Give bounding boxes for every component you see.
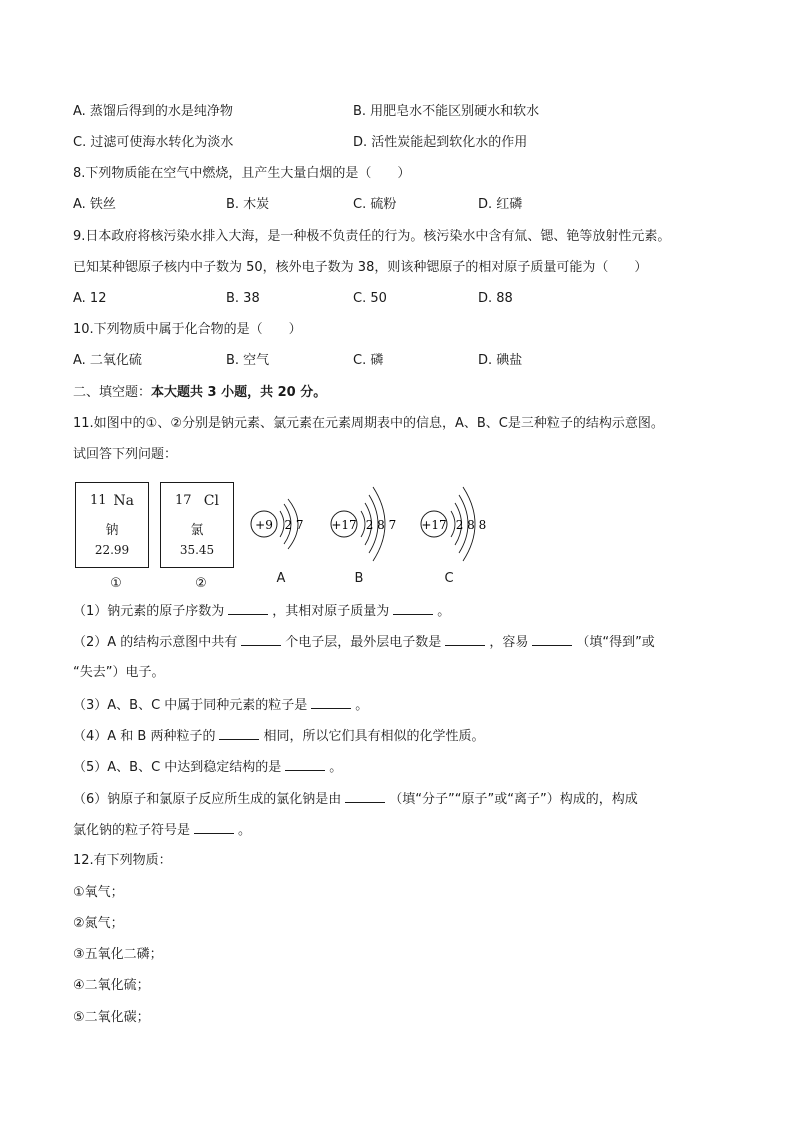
shells-b: 2 8 7 — [365, 518, 397, 532]
q11-part6-cont — [73, 821, 251, 840]
q7-option-d: D. 活性炭能起到软化水的作用 — [353, 135, 528, 150]
element-symbol: Na — [113, 493, 134, 509]
text: （1）钠元素的原子序数为 — [73, 604, 225, 619]
q12-item-3: ③五氧化二磷； — [73, 947, 163, 962]
q9-option-b: B. 38 — [226, 291, 260, 306]
atom-diagram-c — [421, 487, 486, 561]
atomic-number: 17 — [175, 493, 192, 508]
element-symbol: Cl — [203, 493, 219, 509]
answer-blank[interactable] — [219, 727, 259, 740]
nucleus-c: +17 — [421, 518, 447, 532]
atom-label-a: A — [276, 571, 286, 586]
cell-label-2: ② — [195, 576, 207, 591]
q9-option-c: C. 50 — [353, 291, 387, 306]
q11-part5 — [73, 758, 342, 777]
answer-blank[interactable] — [194, 821, 234, 834]
section-heading-prefix: 二、填空题： — [73, 385, 152, 400]
answer-blank[interactable] — [393, 602, 433, 615]
q11-part2-cont: “失去”）电子。 — [73, 665, 165, 680]
text: （3）A、B、C 中属于同种元素的粒子是 — [73, 698, 308, 713]
q8-stem: 8.下列物质能在空气中燃烧，且产生大量白烟的是（ ） — [73, 166, 411, 181]
text: 氯化钠的粒子符号是 — [73, 823, 191, 838]
nucleus-a: +9 — [255, 518, 273, 532]
element-name: 钠 — [105, 523, 119, 538]
text: （填“分子”“原子”或“离子”）构成的，构成 — [389, 792, 638, 807]
atom-label-c: C — [444, 571, 454, 586]
q12-item-1: ①氧气； — [73, 885, 124, 900]
text: （填“得到”或 — [576, 635, 655, 650]
text: 个电子层，最外层电子数是 — [285, 635, 442, 650]
q11-part1 — [73, 602, 450, 621]
cell-label-1: ① — [110, 576, 122, 591]
q10-option-a: A. 二氧化硫 — [73, 353, 142, 368]
text: （2）A 的结构示意图中共有 — [73, 635, 238, 650]
q8-option-c: C. 硫粉 — [353, 197, 397, 212]
text: 。 — [238, 823, 252, 838]
shells-a: 2 7 — [284, 518, 304, 532]
text: 。 — [437, 604, 451, 619]
answer-blank[interactable] — [228, 602, 268, 615]
q10-option-d: D. 碘盐 — [478, 353, 523, 368]
q7-option-c: C. 过滤可使海水转化为淡水 — [73, 135, 234, 150]
q10-option-c: C. 磷 — [353, 353, 384, 368]
element-cell-chlorine — [160, 482, 234, 568]
q12-item-2: ②氮气； — [73, 916, 124, 931]
q8-option-b: B. 木炭 — [226, 197, 270, 212]
answer-blank[interactable] — [241, 633, 281, 646]
q9-option-d: D. 88 — [478, 291, 513, 306]
q12-stem: 12.有下列物质： — [73, 853, 172, 868]
q7-option-a: A. 蒸馏后得到的水是纯净物 — [73, 104, 233, 119]
shells-c: 2 8 8 — [455, 518, 487, 532]
answer-blank[interactable] — [285, 758, 325, 771]
answer-blank[interactable] — [445, 633, 485, 646]
atomic-mass: 35.45 — [179, 543, 215, 557]
q9-option-a: A. 12 — [73, 291, 107, 306]
answer-blank[interactable] — [532, 633, 572, 646]
q11-part4 — [73, 727, 485, 746]
text: 。 — [329, 760, 343, 775]
text: ，容易 — [489, 635, 529, 650]
text: （6）钠原子和氯原子反应所生成的氯化钠是由 — [73, 792, 342, 807]
q9-stem-line2: 已知某种锶原子核内中子数为 50，核外电子数为 38，则该种锶原子的相对原子质量可能为（ ） — [73, 260, 648, 275]
element-cell-sodium — [75, 482, 149, 568]
text: 相同，所以它们具有相似的化学性质。 — [263, 729, 485, 744]
atom-diagram-b — [331, 487, 396, 561]
section-heading — [73, 384, 326, 402]
atom-diagram-a — [251, 499, 304, 549]
text: ，其相对原子质量为 — [272, 604, 390, 619]
atomic-mass: 22.99 — [94, 543, 130, 557]
q12-item-5: ⑤二氧化碳； — [73, 1010, 150, 1025]
q8-option-a: A. 铁丝 — [73, 197, 116, 212]
q11-part2 — [73, 633, 655, 652]
q9-stem-line1: 9.日本政府将核污染水排入大海，是一种极不负责任的行为。核污染水中含有氚、锶、铯等放射性元素。 — [73, 229, 671, 244]
atom-structure-diagrams — [240, 475, 540, 575]
nucleus-b: +17 — [331, 518, 357, 532]
element-name: 氯 — [190, 523, 204, 538]
answer-blank[interactable] — [345, 790, 385, 803]
q7-option-b: B. 用肥皂水不能区别硬水和软水 — [353, 104, 540, 119]
q11-part6 — [73, 790, 638, 809]
text: （4）A 和 B 两种粒子的 — [73, 729, 216, 744]
q12-item-4: ④二氧化硫； — [73, 978, 150, 993]
q11-stem-line2: 试回答下列问题： — [73, 447, 178, 462]
q11-part3 — [73, 696, 368, 715]
q10-stem: 10.下列物质中属于化合物的是（ ） — [73, 322, 302, 337]
section-heading-detail: 本大题共 3 小题，共 20 分。 — [151, 385, 327, 400]
q10-option-b: B. 空气 — [226, 353, 270, 368]
text: （5）A、B、C 中达到稳定结构的是 — [73, 760, 282, 775]
atomic-number: 11 — [90, 493, 107, 508]
q8-option-d: D. 红磷 — [478, 197, 523, 212]
q11-stem-line1: 11.如图中的①、②分别是钠元素、氯元素在元素周期表中的信息，A、B、C是三种粒子的结构示意图。 — [73, 416, 664, 431]
atom-label-b: B — [354, 571, 364, 586]
answer-blank[interactable] — [311, 696, 351, 709]
text: 。 — [355, 698, 369, 713]
